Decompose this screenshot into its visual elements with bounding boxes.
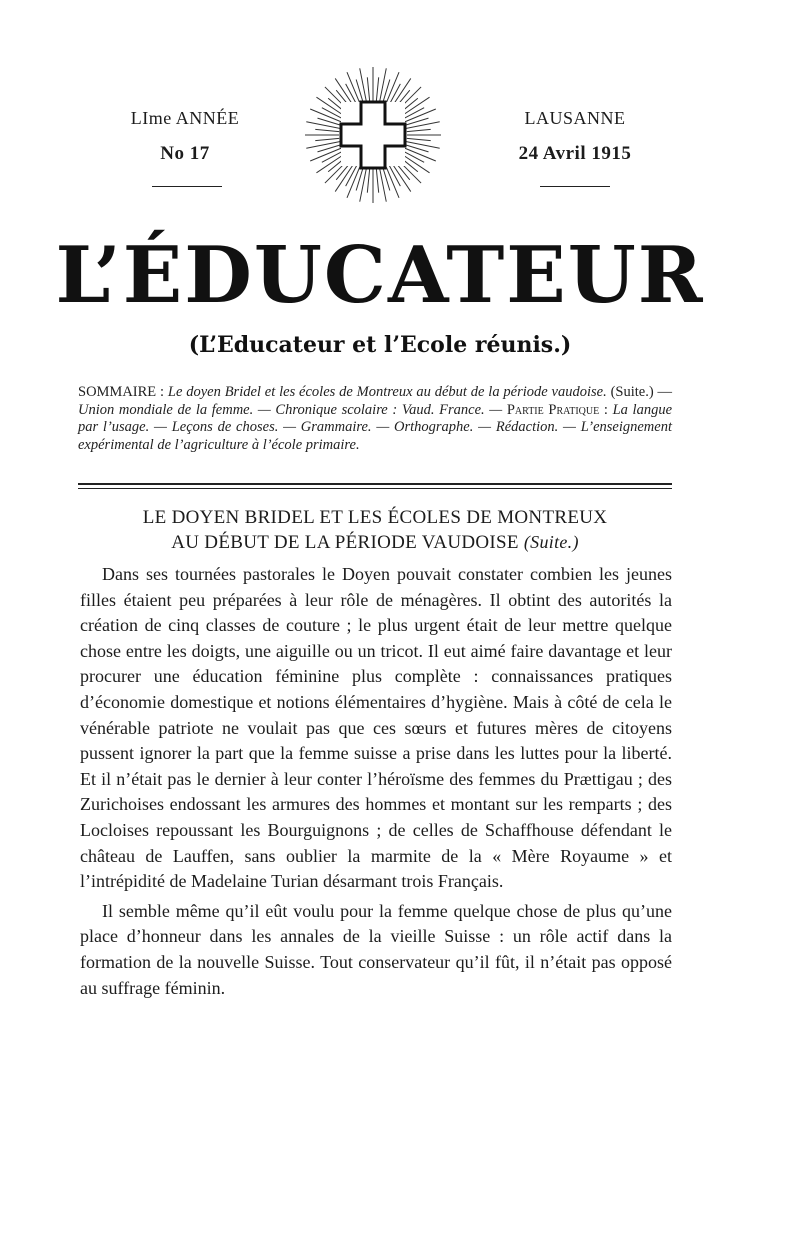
emblem-ray bbox=[406, 122, 439, 129]
emblem-ray bbox=[380, 68, 387, 101]
issue-number: No 17 bbox=[160, 143, 210, 164]
emblem-ray bbox=[317, 118, 340, 125]
emblem-ray bbox=[356, 168, 363, 191]
emblem-ray bbox=[306, 142, 339, 149]
emblem-ray bbox=[407, 138, 431, 140]
summary-item-1-suffix: (Suite.) — bbox=[610, 384, 673, 400]
emblem-ray bbox=[360, 168, 367, 201]
article-paragraph-1: Dans ses tournées pastorales le Doyen pouvait constater combien les jeunes filles étaient peu préparées à leur rôle de ménagères. Il obtint des autorités la création de cinq classes de couture ; le plus urgent était de leur mettre quelque chose entre les doigts, une aiguille ou un tricot. Il eut aimé faire davantage et leur procurer une éducation féminine plus complète : connaissances pratiques d’économie domestique et notions élémentaires d’hygiène. Mais à côté de cela le vénérable patriote ne voulait pas que ces sœurs et futures mères de citoyens pussent ignorer la part que la femme suisse a prise dans les luttes pour la liberté. Et il n’était pas le dernier à leur conter l’héroïsme des femmes du Prættigau ; des Zurichoises endossant les armures des hommes et montant sur les remparts ; des Locloises repoussant les Bourguignons ; de celles de Schaffhouse défendant le château de Lauffen, sans oublier la marmite de la « Mère Royaume » et l’intrépidité de Madelaine Turian désarmant trois Français. bbox=[80, 564, 672, 892]
emblem-ray bbox=[356, 79, 363, 102]
article-body bbox=[80, 562, 672, 1001]
swiss-cross-emblem-icon bbox=[303, 62, 443, 210]
emblem-ray bbox=[380, 168, 387, 201]
emblem-ray bbox=[376, 77, 378, 101]
emblem-ray bbox=[367, 169, 369, 193]
summary-partie-pratique: Partie Pratique : bbox=[506, 401, 608, 418]
emblem-ray bbox=[407, 129, 431, 131]
summary-label: SOMMAIRE : bbox=[78, 384, 165, 400]
summary-block bbox=[78, 384, 672, 454]
emblem-ray bbox=[315, 129, 339, 131]
journal-title: L’ÉDUCATEUR bbox=[55, 230, 705, 321]
article-title bbox=[80, 505, 670, 555]
emblem-ray bbox=[406, 142, 439, 149]
masthead-rule-left bbox=[152, 186, 222, 187]
emblem-ray bbox=[360, 68, 367, 101]
emblem-ray bbox=[406, 118, 429, 125]
article-title-suite: (Suite.) bbox=[523, 532, 579, 552]
emblem-ray bbox=[376, 169, 378, 193]
summary-item-1: Le doyen Bridel et les écoles de Montreux au début de la période vaudoise. bbox=[167, 384, 607, 400]
emblem-ray bbox=[306, 122, 339, 129]
article-paragraph-2: Il semble même qu’il eût voulu pour la femme quelque chose de plus qu’une place d’honneur dans les annales de la vieille Suisse : un rôle actif dans la formation de la nouvelle Suisse. Tout conservateur qu’il fût, il n’était pas opposé au suffrage féminin. bbox=[80, 900, 672, 998]
summary-item-3: La langue par l’usage. — Leçons de choses. — Grammaire. — Orthographe. — Rédaction. — L’enseignement expérimental de l’agriculture à l’école primaire. bbox=[78, 401, 673, 453]
emblem-ray bbox=[317, 145, 340, 152]
section-divider bbox=[78, 483, 672, 489]
issue-date: 24 Avril 1915 bbox=[518, 143, 632, 164]
emblem-ray bbox=[383, 79, 390, 102]
journal-subtitle: (L’Educateur et l’Ecole réunis.) bbox=[188, 332, 572, 358]
masthead-rule-right bbox=[540, 186, 610, 187]
emblem-ray bbox=[367, 77, 369, 101]
article-title-line-1: LE DOYEN BRIDEL ET LES ÉCOLES DE MONTREUX bbox=[142, 507, 608, 528]
year-label: LIme ANNÉE bbox=[130, 108, 240, 128]
summary-item-2: Union mondiale de la femme. — Chronique scolaire : Vaud. France. — bbox=[78, 401, 503, 418]
masthead-right bbox=[475, 100, 675, 172]
emblem-ray bbox=[406, 145, 429, 152]
article-title-line-2: AU DÉBUT DE LA PÉRIODE VAUDOISE bbox=[171, 532, 519, 553]
city: LAUSANNE bbox=[524, 108, 626, 128]
masthead-left bbox=[85, 100, 285, 172]
emblem-ray bbox=[315, 138, 339, 140]
emblem-ray bbox=[383, 168, 390, 191]
